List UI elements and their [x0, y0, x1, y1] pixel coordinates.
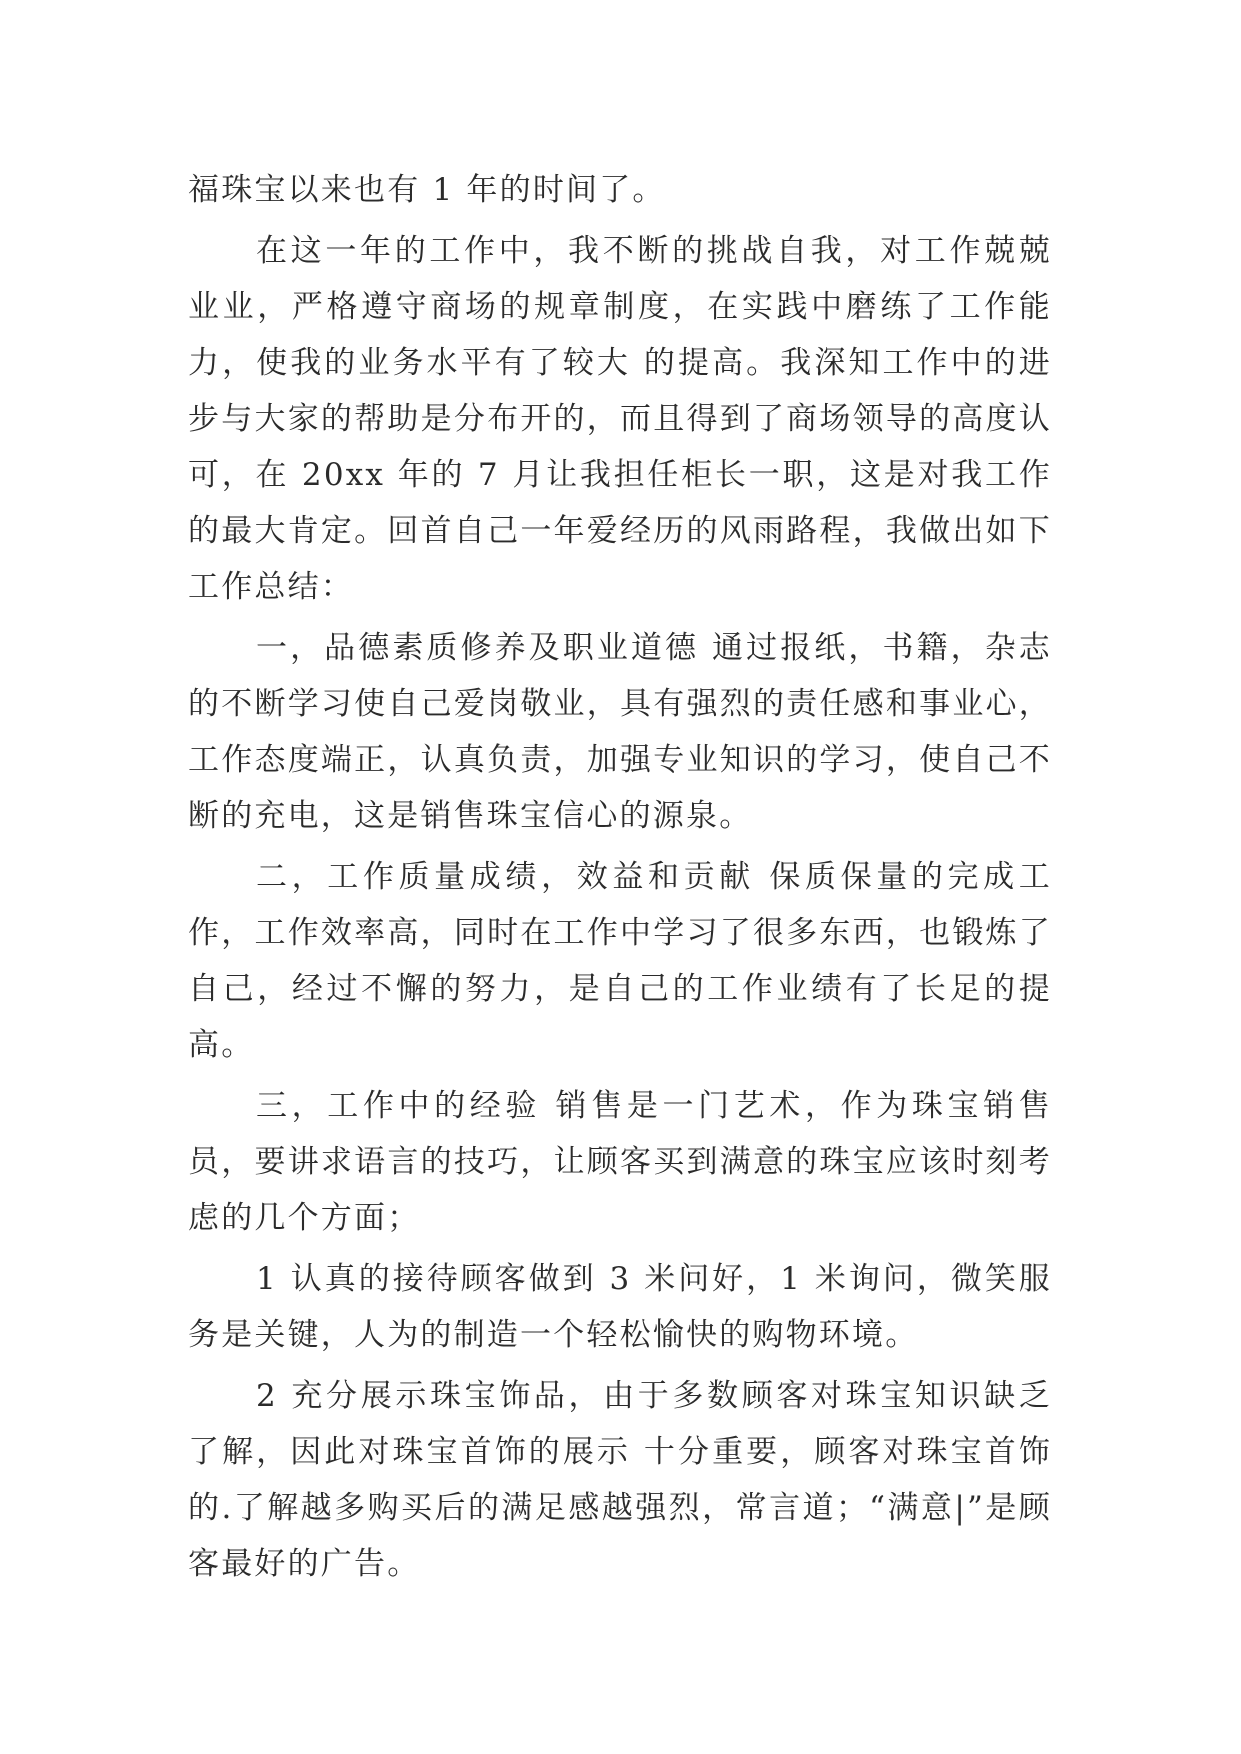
paragraph-continuation: 福珠宝以来也有 1 年的时间了。: [188, 172, 666, 208]
paragraph-section-3: 三，工作中的经验 销售是一门艺术，作为珠宝销售员，要讲求语言的技巧，让顾客买到满意的珠宝应该时刻考虑的几个方面；: [188, 1088, 1052, 1236]
paragraph-point-2: 2 充分展示珠宝饰品，由于多数顾客对珠宝知识缺乏了解，因此对珠宝首饰的展示 十分重要，顾客对珠宝首饰的.了解越多购买后的满足感越强烈，常言道；“满意|”是顾客最好的广告。: [188, 1378, 1052, 1582]
paragraph-intro: 在这一年的工作中，我不断的挑战自我，对工作兢兢业业，严格遵守商场的规章制度，在实践中磨练了工作能力，使我的业务水平有了较大 的提高。我深知工作中的进步与大家的帮助是分布开的，而且得到了商场领导的高度认可，在 20xx 年的 7 月让我担任柜长一职，这是对我工作的最大肯定。回首自己一年爱经历的风雨路程，我做出如下工作总结：: [188, 233, 1052, 605]
paragraph-section-2: 二，工作质量成绩，效益和贡献 保质保量的完成工作，工作效率高，同时在工作中学习了很多东西，也锻炼了自己，经过不懈的努力，是自己的工作业绩有了长足的提高。: [188, 859, 1052, 1063]
document-body: [188, 162, 1052, 1597]
paragraph-section-1: 一，品德素质修养及职业道德 通过报纸，书籍，杂志的不断学习使自己爱岗敬业，具有强烈的责任感和事业心，工作态度端正，认真负责，加强专业知识的学习，使自己不断的充电，这是销售珠宝信心的源泉。: [188, 630, 1052, 834]
paragraph-point-1: 1 认真的接待顾客做到 3 米问好，1 米询问，微笑服务是关键，人为的制造一个轻松愉快的购物环境。: [188, 1261, 1052, 1353]
